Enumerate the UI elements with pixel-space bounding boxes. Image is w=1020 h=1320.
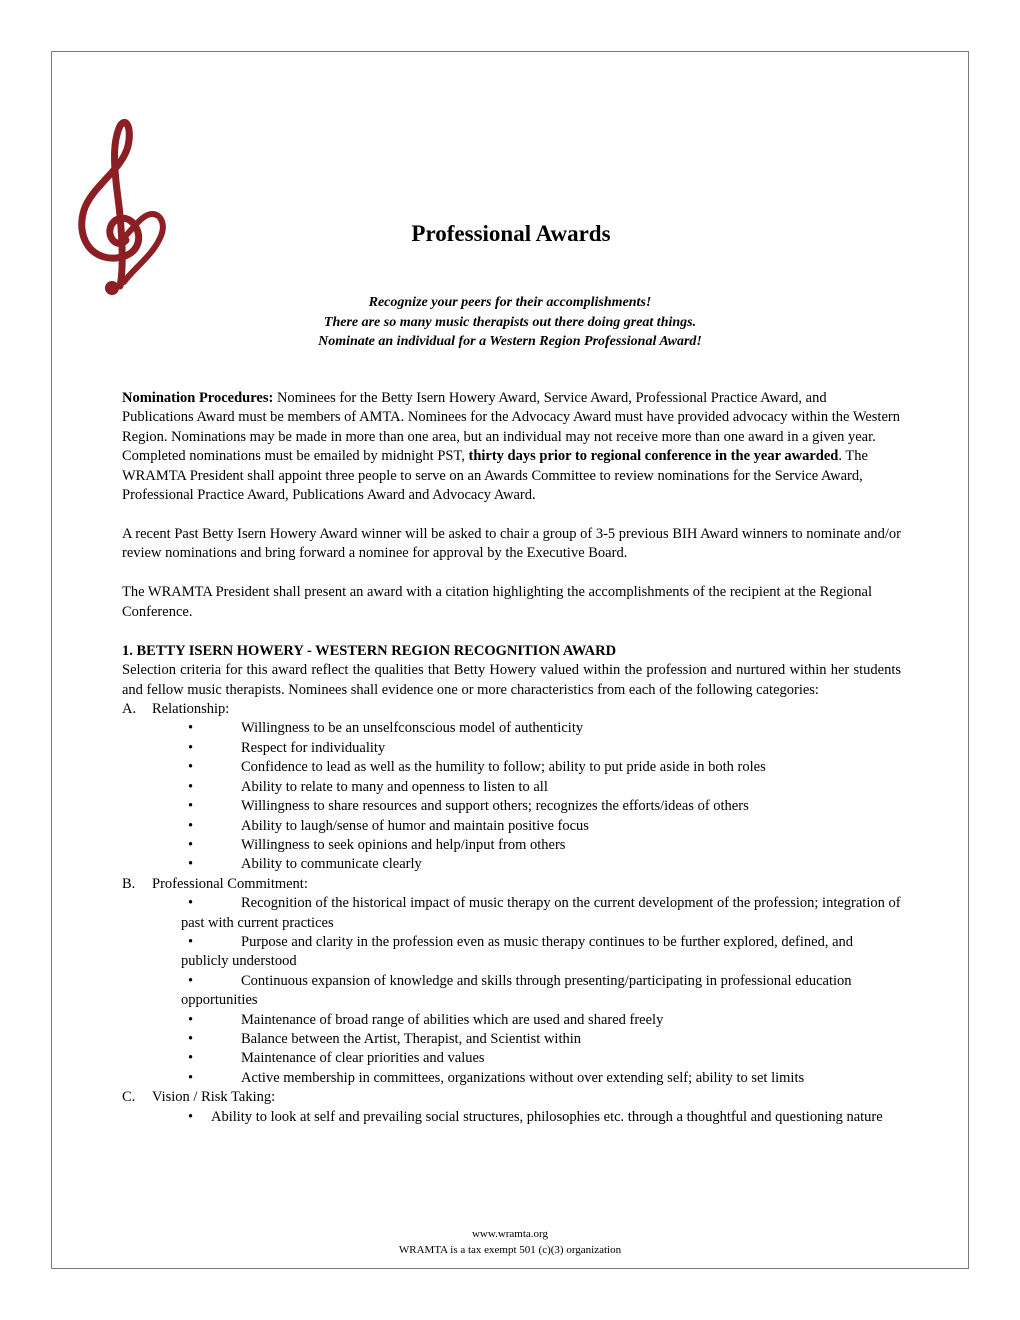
section-heading: 1. BETTY ISERN HOWERY - WESTERN REGION RECOGNITION AWARD: [122, 642, 617, 659]
category-a: [122, 700, 901, 719]
bullet-icon: •: [188, 895, 194, 912]
procedures-deadline: thirty days prior to regional conference in the year awarded: [468, 448, 839, 465]
bullet-icon: •: [188, 1030, 194, 1047]
tagline-line: There are so many music therapists out there doing great things.: [323, 314, 697, 330]
footer-note: WRAMTA is a tax exempt 501 (c)(3) organization: [398, 1244, 622, 1256]
list-item: • Continuous expansion of knowledge and skills through presenting/participating in professional education opportunities: [181, 972, 852, 1009]
category-c: [122, 1088, 901, 1107]
list-item: • Ability to laugh/sense of humor and maintain positive focus: [122, 817, 901, 836]
category-label: Relationship:: [152, 701, 230, 718]
bullet-icon: •: [188, 1108, 194, 1125]
category-label: Professional Commitment:: [152, 875, 308, 892]
bullet-icon: •: [188, 972, 194, 989]
footer: [0, 1226, 1020, 1258]
list-item: • Maintenance of clear priorities and values: [122, 1049, 901, 1068]
document-body: [122, 389, 901, 1127]
list-item: • Respect for individuality: [122, 739, 901, 758]
bih-committee-paragraph: A recent Past Betty Isern Howery Award winner will be asked to chair a group of 3-5 previous BIH Award winners to nominate and/or review nominations and bring forward a nominee for approval by the Executive Board.: [122, 526, 901, 562]
tagline: [0, 293, 1020, 352]
category-b-list: [122, 894, 901, 1088]
procedures-text: Nominees for the Betty Isern Howery Award, Service Award, Professional Practice Award, and Publications Award must be members of AMTA. Nominees for the Advocacy Award must have provided advocacy within the Western Region. Nominations may be made in more than one area, but an individual may not receive more than one award in a given year. Completed nominations must be emailed by midnight PST,: [122, 390, 900, 465]
category-letter: B.: [122, 875, 136, 892]
category-c-list: [122, 1108, 901, 1127]
list-item: • Willingness to share resources and support others; recognizes the efforts/ideas of others: [122, 797, 901, 816]
page-title: Professional Awards: [411, 221, 611, 246]
list-item: • Active membership in committees, organizations without over extending self; ability to set limits: [122, 1069, 901, 1088]
category-letter: C.: [122, 1089, 136, 1106]
list-item: • Purpose and clarity in the profession even as music therapy continues to be further explored, defined, and publicly understood: [181, 933, 854, 970]
list-item: • Confidence to lead as well as the humility to follow; ability to put pride aside in both roles: [122, 758, 901, 777]
category-label: Vision / Risk Taking:: [152, 1089, 276, 1106]
list-item: • Willingness to seek opinions and help/input from others: [122, 836, 901, 855]
bullet-icon: •: [188, 933, 194, 950]
tagline-line: Recognize your peers for their accomplishments!: [368, 295, 652, 310]
nomination-procedures: [122, 389, 901, 505]
list-item: • Ability to communicate clearly: [122, 855, 901, 874]
list-item: • Recognition of the historical impact of music therapy on the current development of the profession; integration of past with current practices: [181, 895, 901, 931]
section-intro: Selection criteria for this award reflect the qualities that Betty Howery valued within the profession and nurtured within her students and fellow music therapists. Nominees shall evidence one or more characteristics from each of the following categories:: [122, 662, 901, 698]
bullet-icon: •: [188, 1050, 194, 1067]
president-paragraph: The WRAMTA President shall present an award with a citation highlighting the accomplishments of the recipient at the Regional Conference.: [122, 584, 872, 620]
list-item: • Maintenance of broad range of abilities which are used and shared freely: [122, 1011, 901, 1030]
treble-clef-heart-logo: [72, 118, 167, 298]
footer-url[interactable]: www.wramta.org: [471, 1228, 549, 1240]
bullet-icon: •: [188, 1069, 194, 1086]
tagline-line: Nominate an individual for a Western Region Professional Award!: [318, 334, 702, 349]
list-item: • Ability to relate to many and openness to listen to all: [122, 778, 901, 797]
category-a-list: [122, 719, 901, 874]
list-item: • Balance between the Artist, Therapist, and Scientist within: [122, 1030, 901, 1049]
category-letter: A.: [122, 701, 137, 718]
list-item: • Willingness to be an unselfconscious model of authenticity: [122, 719, 901, 738]
bullet-icon: •: [188, 1011, 194, 1028]
procedures-label: Nomination Procedures:: [122, 390, 274, 406]
list-item: • Ability to look at self and prevailing social structures, philosophies etc. through a thoughtful and questioning nature: [122, 1108, 901, 1127]
category-b: [122, 875, 901, 894]
procedures-text-2: . The WRAMTA President shall appoint three people to serve on an Awards Committee to review nominations for the Service Award, Professional Practice Award, Publications Award and Advocacy Award.: [122, 448, 868, 504]
